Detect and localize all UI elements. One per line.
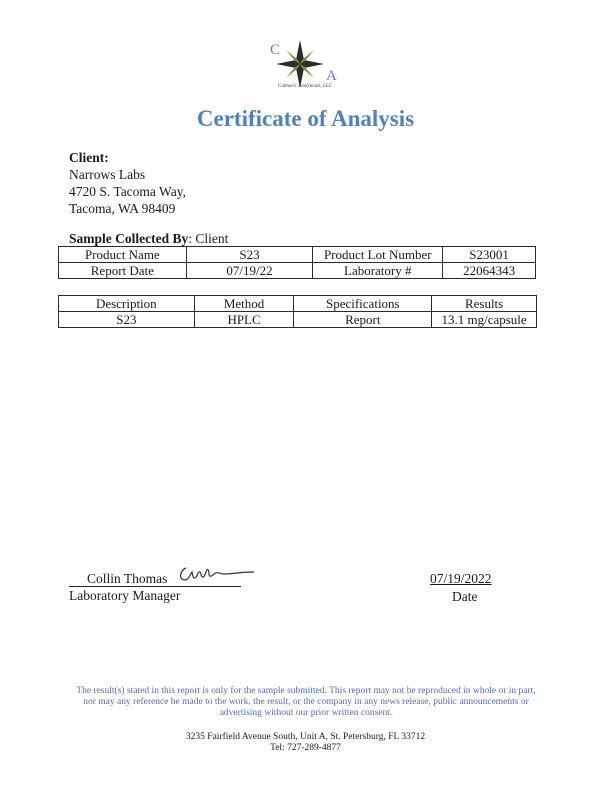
results-table <box>58 295 537 328</box>
logo-company-name: Colmaric Analyticals, LLC <box>278 84 332 89</box>
client-name: Narrows Labs <box>69 167 146 182</box>
table-cell: HPLC <box>194 312 294 328</box>
table-cell: S23 <box>186 247 313 263</box>
logo-letter-c: C <box>270 42 281 58</box>
signatory-title: Laboratory Manager <box>69 588 181 603</box>
table-cell: 22064343 <box>443 263 536 279</box>
table-row <box>59 247 536 263</box>
table-cell: Report <box>294 312 432 328</box>
client-address-line1: 4720 S. Tacoma Way, <box>69 184 186 199</box>
product-info-table <box>58 246 536 279</box>
client-label: Client: <box>69 150 109 165</box>
signature-date: 07/19/2022 <box>430 571 492 586</box>
table-row <box>59 263 536 279</box>
column-header: Method <box>194 296 294 312</box>
table-cell: 13.1 mg/capsule <box>432 312 537 328</box>
handwritten-signature <box>176 562 256 586</box>
date-label: Date <box>452 589 478 604</box>
table-cell: S23001 <box>443 247 536 263</box>
table-cell: Report Date <box>59 263 187 279</box>
table-cell: S23 <box>59 312 195 328</box>
sample-collected-label: Sample Collected By <box>69 231 189 246</box>
column-header: Description <box>59 296 195 312</box>
column-header: Results <box>432 296 537 312</box>
client-address-line2: Tacoma, WA 98409 <box>69 201 176 216</box>
page-title: Certificate of Analysis <box>196 106 415 131</box>
table-cell: Laboratory # <box>313 263 443 279</box>
logo-letter-a: A <box>326 68 337 84</box>
table-cell: Product Name <box>59 247 187 263</box>
footer-disclaimer: The result(s) stated in this report is only for the sample submitted. This report may not be reproduced in whole or in part, nor may any reference be made to the work, the result, or the company in any news release, public announcements or advertising without our prior written consent. <box>76 686 536 718</box>
table-header-row <box>59 296 537 312</box>
sample-collected <box>69 230 228 247</box>
footer-phone: Tel: 727-289-4877 <box>270 743 341 753</box>
table-cell: Product Lot Number <box>313 247 443 263</box>
signatory-name: Collin Thomas <box>87 571 168 586</box>
table-row <box>59 312 537 328</box>
footer-address: 3235 Fairfield Avenue South, Unit A, St. Petersburg, FL 33712 <box>185 732 426 742</box>
table-cell: 07/19/22 <box>186 263 313 279</box>
column-header: Specifications <box>294 296 432 312</box>
sample-collected-value: : Client <box>188 231 229 246</box>
